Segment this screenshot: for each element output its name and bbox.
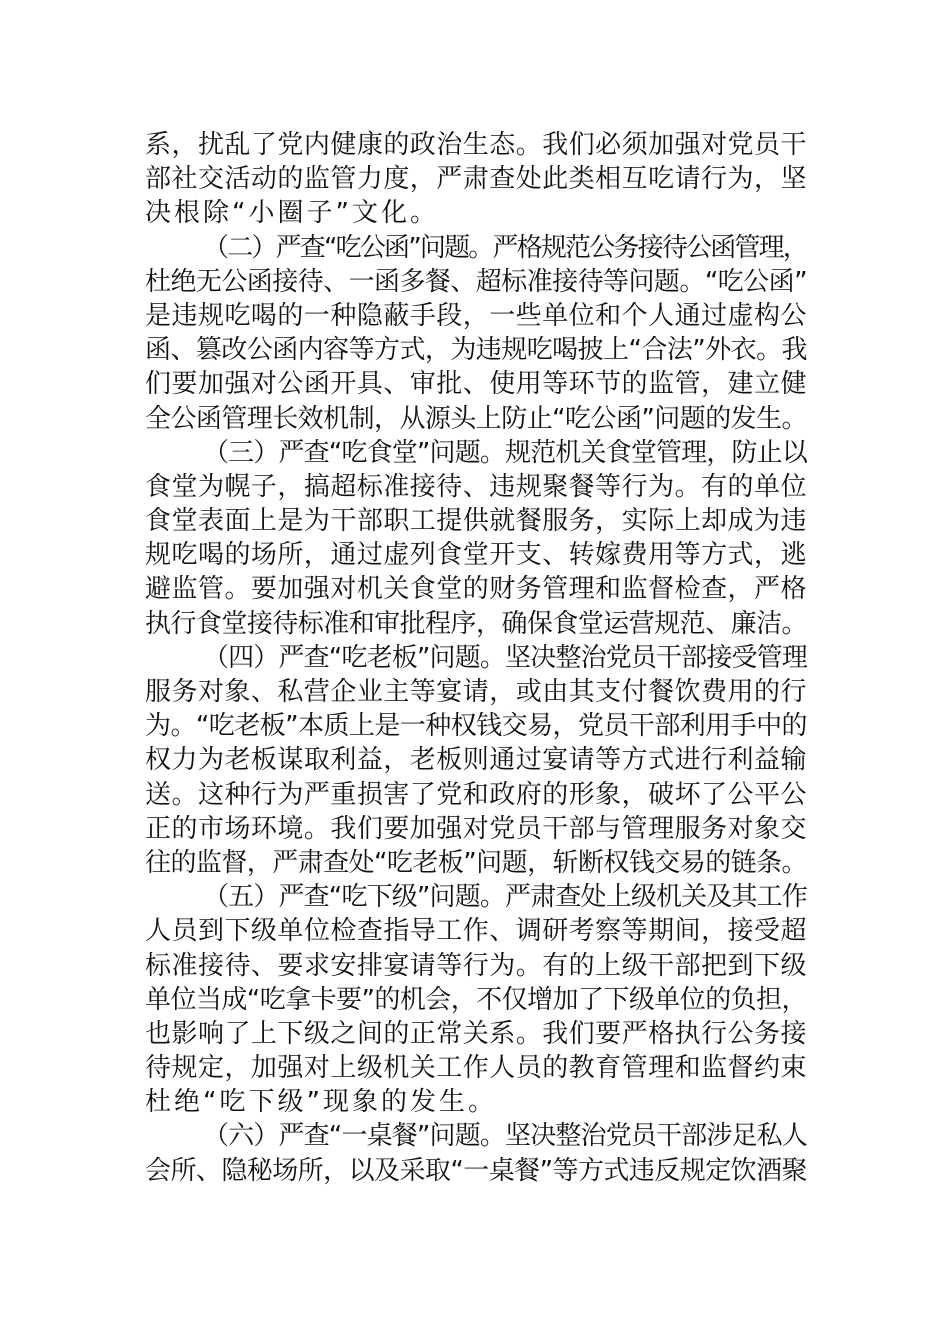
- paragraph-first-line: （二）严查“吃公函”问题。严格规范公务接待公函管理，: [203, 232, 807, 263]
- text-line: 食堂为幌子，搞超标准接待、违规聚餐等行为。有的单位: [145, 471, 807, 502]
- text-line: 食堂表面上是为干部职工提供就餐服务，实际上却成为违: [145, 506, 807, 537]
- text-line: 决根除“小圈子”文化。: [145, 198, 439, 229]
- text-line: 避监管。要加强对机关食堂的财务管理和监督检查，严格: [145, 574, 807, 605]
- paragraph-first-line: （四）严查“吃老板”问题。坚决整治党员干部接受管理: [203, 642, 807, 673]
- text-line: 执行食堂接待标准和审批程序，确保食堂运营规范、廉洁。: [145, 608, 807, 639]
- text-line: 规吃喝的场所，通过虚列食堂开支、转嫁费用等方式，逃: [145, 540, 807, 571]
- text-line: 正的市场环境。我们要加强对党员干部与管理服务对象交: [145, 813, 807, 844]
- text-line: 为。“吃老板”本质上是一种权钱交易，党员干部利用手中的: [145, 711, 807, 742]
- text-line: 是违规吃喝的一种隐蔽手段，一些单位和个人通过虚构公: [145, 300, 807, 331]
- text-line: 也影响了上下级之间的正常关系。我们要严格执行公务接: [145, 1018, 807, 1049]
- text-line: 待规定，加强对上级机关工作人员的教育管理和监督约束: [145, 1053, 807, 1084]
- document-body: [145, 128, 807, 1188]
- text-line: 会所、隐秘场所，以及采取“一桌餐”等方式违反规定饮酒聚: [145, 1155, 807, 1186]
- paragraph-first-line: （六）严查“一桌餐”问题。坚决整治党员干部涉足私人: [203, 1121, 807, 1152]
- text-line: 权力为老板谋取利益，老板则通过宴请等方式进行利益输: [145, 745, 807, 776]
- text-line: 函、篡改公函内容等方式，为违规吃喝披上“合法”外衣。我: [145, 335, 807, 366]
- text-line: 杜绝无公函接待、一函多餐、超标准接待等问题。“吃公函”: [145, 266, 807, 297]
- paragraph-first-line: （五）严查“吃下级”问题。严肃查处上级机关及其工作: [203, 882, 807, 913]
- text-line: 单位当成“吃拿卡要”的机会，不仅增加了下级单位的负担，: [145, 984, 807, 1015]
- text-line: 部社交活动的监管力度，严肃查处此类相互吃请行为，坚: [145, 164, 807, 195]
- text-line: 往的监督，严肃查处“吃老板”问题，斩断权钱交易的链条。: [145, 847, 807, 878]
- text-line: 人员到下级单位检查指导工作、调研考察等期间，接受超: [145, 916, 807, 947]
- text-line: 标准接待、要求安排宴请等行为。有的上级干部把到下级: [145, 950, 807, 981]
- text-line: 系，扰乱了党内健康的政治生态。我们必须加强对党员干: [145, 130, 807, 160]
- text-line: 们要加强对公函开具、审批、使用等环节的监管，建立健: [145, 369, 807, 400]
- paragraph-first-line: （三）严查“吃食堂”问题。规范机关食堂管理，防止以: [203, 437, 807, 468]
- text-line: 杜绝“吃下级”现象的发生。: [145, 1087, 497, 1118]
- text-line: 服务对象、私营企业主等宴请，或由其支付餐饮费用的行: [145, 677, 807, 707]
- text-line: 送。这种行为严重损害了党和政府的形象，破坏了公平公: [145, 779, 807, 810]
- text-line: 全公函管理长效机制，从源头上防止“吃公函”问题的发生。: [145, 403, 807, 434]
